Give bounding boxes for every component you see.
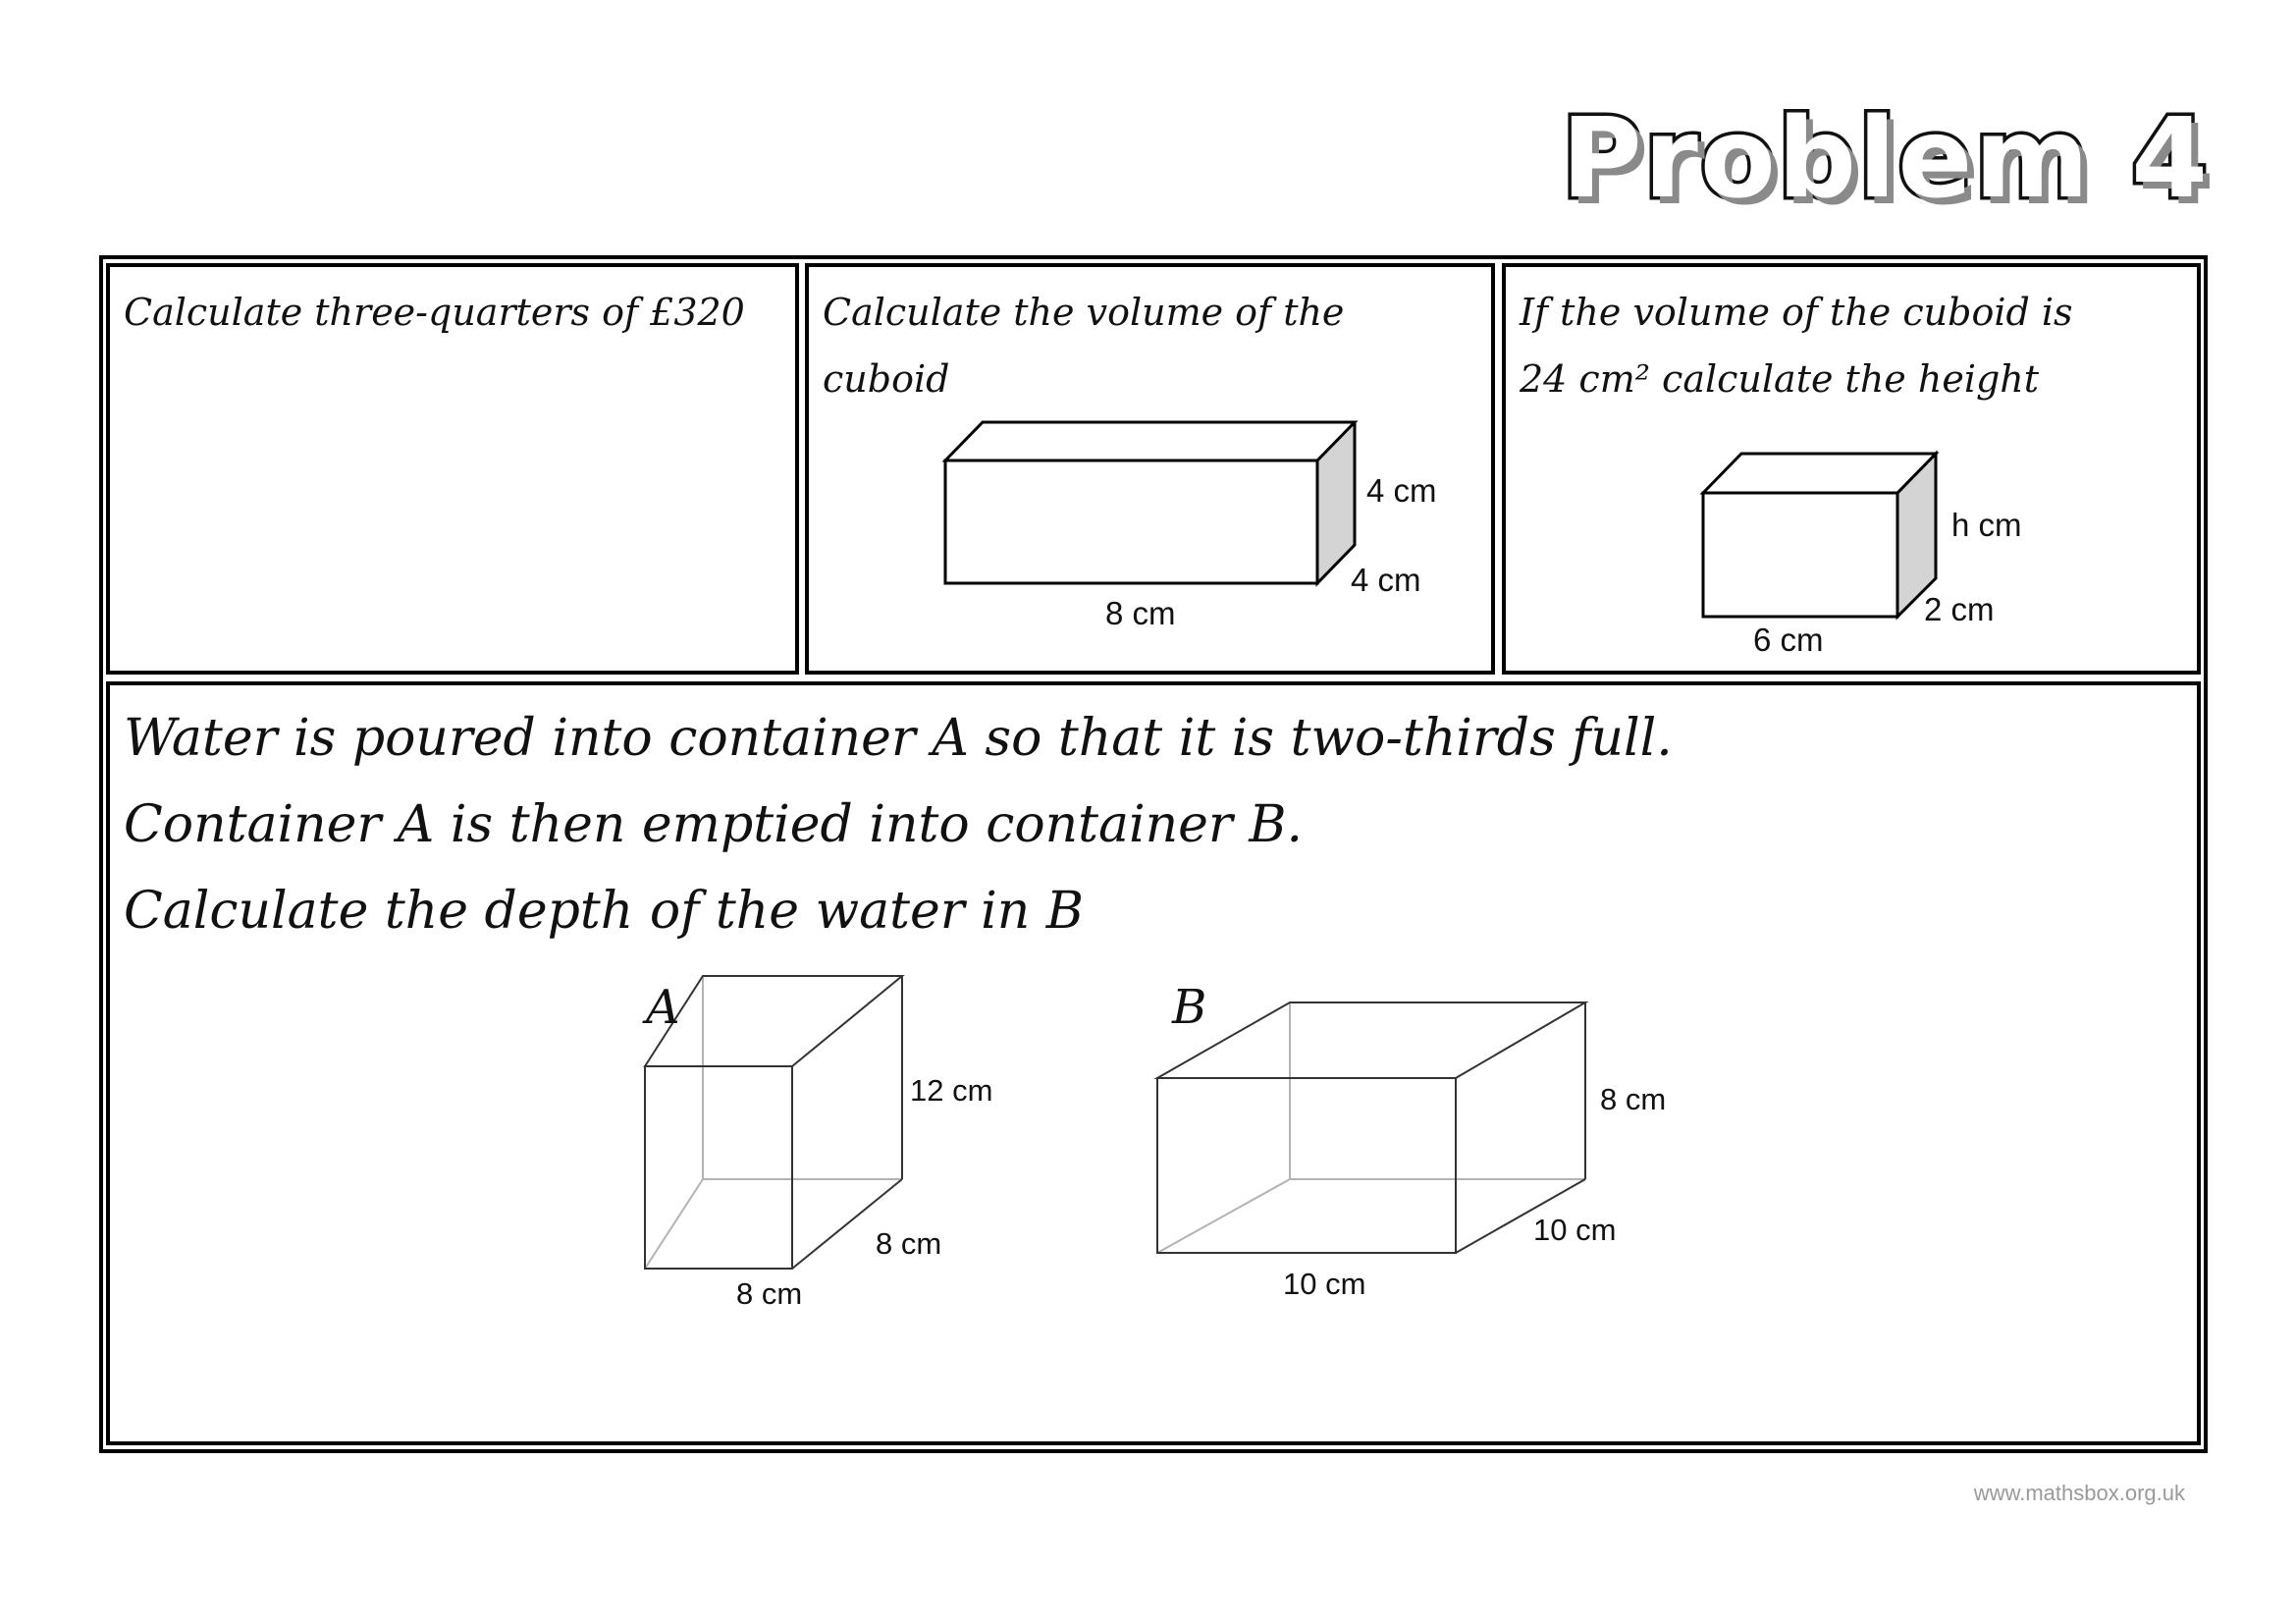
question-4-line-1: Water is poured into container A so that it is two-thirds full. xyxy=(124,709,1673,768)
question-4-line-2: Container A is then emptied into container B. xyxy=(124,795,1304,854)
container-a-depth-label: 8 cm xyxy=(876,1226,942,1261)
page-title: Problem 4 xyxy=(1561,95,2210,223)
footer-url: www.mathsbox.org.uk xyxy=(1973,1481,2185,1505)
container-a-height-label: 12 cm xyxy=(910,1073,993,1108)
question-2-cell xyxy=(805,263,1495,675)
length-label: 8 cm xyxy=(1105,595,1176,631)
question-3-cell xyxy=(1502,263,2201,675)
height-label: h cm xyxy=(1951,507,2022,543)
cuboid-top-face xyxy=(945,422,1355,460)
cuboid-diagram-q2 xyxy=(809,267,1496,675)
container-b-height-label: 8 cm xyxy=(1600,1082,1667,1116)
depth-label: 2 cm xyxy=(1924,591,1995,627)
container-b-depth-label: 10 cm xyxy=(1533,1213,1617,1247)
container-a-prism xyxy=(645,976,902,1269)
length-label: 6 cm xyxy=(1753,622,1824,658)
containers-diagram xyxy=(110,685,2201,1445)
question-2-line-2: cuboid xyxy=(823,357,950,401)
cuboid-front-face xyxy=(1703,493,1897,617)
height-label: 4 cm xyxy=(1366,472,1437,509)
container-a-width-label: 8 cm xyxy=(736,1276,803,1311)
container-b-label: B xyxy=(1172,980,1207,1035)
container-b-prism xyxy=(1157,1002,1585,1253)
question-4-cell xyxy=(106,681,2201,1445)
cuboid-top-face xyxy=(1703,454,1936,493)
depth-label: 4 cm xyxy=(1351,562,1421,598)
question-2-line-1: Calculate the volume of the xyxy=(823,291,1345,334)
cuboid-front-face xyxy=(945,460,1317,583)
question-1-cell xyxy=(106,263,799,675)
container-a-label: A xyxy=(646,980,680,1035)
cuboid-diagram-q3 xyxy=(1506,267,2201,675)
question-3-line-2: 24 cm² calculate the height xyxy=(1520,357,2040,401)
container-b-width-label: 10 cm xyxy=(1283,1267,1366,1301)
question-4-line-3: Calculate the depth of the water in B xyxy=(124,882,1085,941)
question-1-text: Calculate three-quarters of £320 xyxy=(124,291,745,334)
question-3-line-1: If the volume of the cuboid is xyxy=(1520,291,2073,334)
